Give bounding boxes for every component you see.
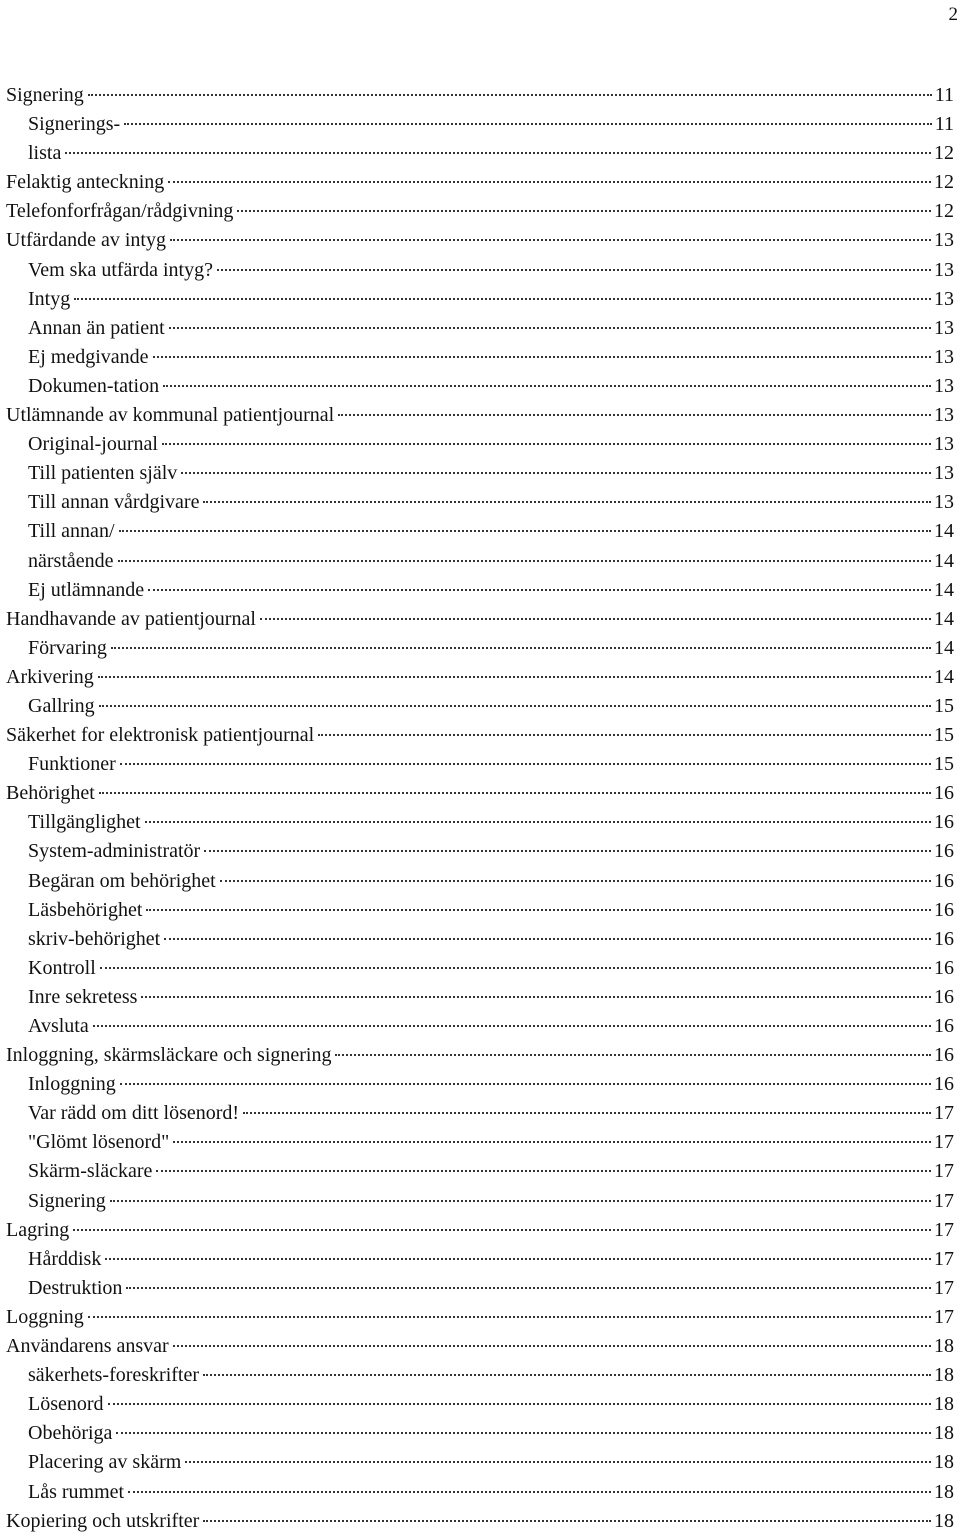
dot-leader — [173, 1141, 931, 1143]
toc-entry-label: Kontroll — [28, 956, 96, 979]
toc-entry-label: Skärm-släckare — [28, 1160, 153, 1183]
dot-leader — [110, 1200, 931, 1202]
toc-entry-page: 11 — [934, 113, 954, 136]
toc-entry[interactable] — [0, 547, 954, 576]
toc-entry-label: Obehöriga — [28, 1422, 113, 1445]
toc-entry[interactable] — [0, 1507, 954, 1536]
dot-leader — [118, 560, 931, 562]
toc-entry[interactable] — [0, 372, 954, 401]
toc-entry[interactable] — [0, 139, 954, 168]
toc-entry-page: 18 — [934, 1335, 954, 1358]
toc-entry[interactable] — [0, 488, 954, 517]
toc-entry[interactable] — [0, 605, 954, 634]
toc-entry[interactable] — [0, 896, 954, 925]
dot-leader — [120, 763, 931, 765]
dot-leader — [203, 1520, 931, 1522]
toc-entry-label: Tillgänglighet — [28, 811, 141, 834]
toc-entry-page: 13 — [934, 433, 954, 456]
dot-leader — [148, 589, 931, 591]
toc-entry[interactable] — [0, 1419, 954, 1448]
dot-leader — [156, 1170, 931, 1172]
toc-entry-page: 16 — [934, 1044, 954, 1067]
toc-entry[interactable] — [0, 256, 954, 285]
toc-entry[interactable] — [0, 954, 954, 983]
toc-entry-label: Avsluta — [28, 1015, 89, 1037]
toc-entry-page: 14 — [934, 636, 954, 659]
dot-leader — [108, 1403, 931, 1405]
toc-entry-page: 12 — [934, 142, 954, 165]
toc-entry-page: 18 — [934, 1480, 954, 1503]
toc-entry[interactable] — [0, 1157, 954, 1186]
toc-entry-label: Intyg — [28, 287, 71, 310]
dot-leader — [111, 647, 931, 649]
toc-entry-page: 13 — [934, 404, 954, 427]
dot-leader — [164, 938, 931, 940]
toc-entry-page: 13 — [934, 462, 954, 485]
toc-entry-label: Begäran om behörighet — [28, 869, 216, 892]
toc-entry-label: Original-journal — [28, 433, 158, 456]
toc-entry-page: 12 — [934, 171, 954, 194]
toc-entry-page: 13 — [934, 258, 954, 281]
toc-entry[interactable] — [0, 459, 954, 488]
toc-entry[interactable] — [0, 779, 954, 808]
toc-entry-page: 14 — [934, 520, 954, 543]
toc-entry-label: Inloggning, skärmsläckare och signering — [6, 1044, 332, 1067]
toc-entry-page: 17 — [934, 1160, 954, 1183]
toc-entry-page: 17 — [934, 1218, 954, 1241]
dot-leader — [173, 1345, 931, 1347]
toc-entry-label: Läsbehörighet — [28, 898, 143, 921]
toc-entry-page: 18 — [934, 1451, 954, 1474]
toc-entry[interactable] — [0, 1012, 954, 1041]
toc-entry-label: Var rädd om ditt lösenord! — [28, 1102, 240, 1125]
toc-entry-page: 13 — [934, 374, 954, 397]
toc-entry-page: 16 — [934, 1073, 954, 1096]
toc-entry[interactable] — [0, 867, 954, 896]
toc-entry[interactable] — [0, 837, 954, 866]
toc-entry-label: Lösenord — [28, 1393, 104, 1416]
toc-entry[interactable] — [0, 314, 954, 343]
toc-entry-page: 18 — [934, 1422, 954, 1445]
dot-leader — [170, 239, 931, 241]
toc-entry-page: 13 — [934, 345, 954, 368]
toc-entry-label: Inre sekretess — [28, 985, 138, 1008]
dot-leader — [169, 327, 931, 329]
toc-entry-label: Ej utlämnande — [28, 578, 145, 601]
toc-entry-label: Användarens ansvar — [6, 1335, 169, 1358]
toc-entry[interactable] — [0, 81, 954, 110]
dot-leader — [163, 385, 931, 387]
page-number: 2 — [948, 4, 958, 25]
toc-entry-label: Funktioner — [28, 753, 116, 776]
toc-entry-label: Arkivering — [6, 665, 94, 688]
dot-leader — [203, 501, 931, 503]
toc-entry-label: Förvaring — [28, 636, 107, 659]
toc-entry-page: 17 — [934, 1102, 954, 1125]
dot-leader — [318, 734, 931, 736]
toc-entry-label: Kopiering och utskrifter — [6, 1509, 200, 1532]
toc-entry[interactable] — [0, 1478, 954, 1507]
toc-entry-page: 16 — [934, 1015, 954, 1037]
toc-entry-page: 16 — [934, 956, 954, 979]
toc-entry-page: 14 — [934, 607, 954, 630]
toc-entry-page: 12 — [934, 200, 954, 223]
toc-entry-page: 13 — [934, 287, 954, 310]
toc-entry[interactable] — [0, 1390, 954, 1419]
toc-entry-page: 15 — [934, 753, 954, 776]
toc-entry[interactable] — [0, 1041, 954, 1070]
toc-entry-label: Vem ska utfärda intyg? — [28, 258, 213, 281]
toc-entry[interactable] — [0, 1274, 954, 1303]
toc-entry[interactable] — [0, 430, 954, 459]
toc-entry-label: Dokumen-tation — [28, 374, 160, 397]
toc-entry-page: 17 — [934, 1276, 954, 1299]
toc-entry-page: 17 — [934, 1305, 954, 1328]
toc-entry-label: Ej medgivande — [28, 345, 149, 368]
dot-leader — [146, 909, 931, 911]
dot-leader — [119, 530, 932, 532]
dot-leader — [98, 676, 931, 678]
toc-entry[interactable] — [0, 1245, 954, 1274]
dot-leader — [73, 1229, 931, 1231]
toc-entry-label: Hårddisk — [28, 1247, 102, 1270]
dot-leader — [105, 1258, 931, 1260]
toc-entry[interactable] — [0, 721, 954, 750]
toc-entry-page: 13 — [934, 229, 954, 252]
toc-entry-label: Till annan vårdgivare — [28, 491, 200, 514]
toc-entry-label: Signering — [6, 84, 84, 106]
toc-entry-label: Telefonforfrågan/rådgivning — [6, 200, 234, 223]
toc-entry-label: Behörighet — [6, 782, 95, 805]
toc-entry[interactable] — [0, 983, 954, 1012]
toc-entry[interactable] — [0, 808, 954, 837]
toc-entry[interactable] — [0, 1128, 954, 1157]
dot-leader — [204, 850, 931, 852]
toc-entry-label: Inloggning — [28, 1073, 116, 1096]
toc-entry-page: 13 — [934, 316, 954, 339]
toc-entry-page: 16 — [934, 811, 954, 834]
dot-leader — [243, 1112, 931, 1114]
toc-entry-label: Signerings- — [28, 113, 121, 136]
dot-leader — [338, 414, 931, 416]
toc-entry-page: 17 — [934, 1189, 954, 1212]
toc-entry[interactable] — [0, 343, 954, 372]
table-of-contents — [0, 81, 954, 1536]
dot-leader — [203, 1374, 931, 1376]
toc-entry-page: 18 — [934, 1393, 954, 1416]
toc-entry-label: närstående — [28, 549, 114, 572]
dot-leader — [335, 1054, 931, 1056]
toc-entry-page: 15 — [934, 724, 954, 747]
toc-entry-page: 16 — [934, 898, 954, 921]
toc-entry[interactable] — [0, 517, 954, 546]
toc-entry[interactable] — [0, 1216, 954, 1245]
toc-entry[interactable] — [0, 1448, 954, 1477]
toc-entry[interactable] — [0, 1099, 954, 1128]
toc-entry-label: "Glömt lösenord" — [28, 1131, 170, 1154]
dot-leader — [145, 821, 931, 823]
toc-entry-page: 18 — [934, 1364, 954, 1387]
dot-leader — [260, 618, 931, 620]
toc-entry[interactable] — [0, 285, 954, 314]
toc-entry[interactable] — [0, 1070, 954, 1099]
dot-leader — [162, 443, 931, 445]
toc-entry[interactable] — [0, 226, 954, 255]
dot-leader — [185, 1461, 931, 1463]
toc-entry[interactable] — [0, 750, 954, 779]
toc-entry-label: säkerhets-foreskrifter — [28, 1364, 200, 1387]
toc-entry-label: Utlämnande av kommunal patientjournal — [6, 404, 335, 427]
toc-entry[interactable] — [0, 692, 954, 721]
toc-entry-label: Gallring — [28, 694, 95, 717]
toc-entry-page: 17 — [934, 1131, 954, 1154]
toc-entry-page: 16 — [934, 840, 954, 863]
toc-entry-page: 16 — [934, 985, 954, 1008]
toc-entry-label: lista — [28, 142, 62, 165]
toc-entry-label: Placering av skärm — [28, 1451, 182, 1474]
toc-entry-label: Lagring — [6, 1218, 70, 1241]
toc-entry-label: Säkerhet for elektronisk patientjournal — [6, 724, 315, 747]
dot-leader — [153, 356, 931, 358]
toc-entry-page: 14 — [934, 665, 954, 688]
dot-leader — [120, 1083, 931, 1085]
toc-entry[interactable] — [0, 1187, 954, 1216]
dot-leader — [116, 1432, 931, 1434]
toc-entry-label: System-administratör — [28, 840, 201, 863]
dot-leader — [88, 94, 932, 96]
toc-entry[interactable] — [0, 1303, 954, 1332]
dot-leader — [128, 1491, 931, 1493]
toc-entry-label: Destruktion — [28, 1276, 123, 1299]
toc-entry[interactable] — [0, 168, 954, 197]
toc-entry[interactable] — [0, 634, 954, 663]
dot-leader — [74, 298, 931, 300]
toc-entry-label: Till annan/ — [28, 520, 115, 543]
dot-leader — [65, 152, 931, 154]
toc-entry[interactable] — [0, 663, 954, 692]
dot-leader — [124, 123, 932, 125]
toc-entry-page: 14 — [934, 549, 954, 572]
toc-entry-page: 17 — [934, 1247, 954, 1270]
dot-leader — [126, 1287, 931, 1289]
toc-entry-label: skriv-behörighet — [28, 927, 161, 950]
toc-entry-label: Handhavande av patientjournal — [6, 607, 256, 630]
toc-entry-label: Loggning — [6, 1305, 84, 1328]
toc-entry[interactable] — [0, 576, 954, 605]
toc-entry-label: Utfärdande av intyg — [6, 229, 166, 252]
dot-leader — [99, 792, 931, 794]
toc-entry-page: 16 — [934, 927, 954, 950]
dot-leader — [93, 1025, 931, 1027]
toc-entry-label: Signering — [28, 1189, 106, 1212]
dot-leader — [141, 996, 931, 998]
toc-entry-page: 18 — [934, 1509, 954, 1532]
toc-entry-page: 15 — [934, 694, 954, 717]
toc-entry-page: 13 — [934, 491, 954, 514]
toc-entry[interactable] — [0, 1332, 954, 1361]
dot-leader — [100, 967, 931, 969]
dot-leader — [237, 210, 931, 212]
toc-entry-page: 16 — [934, 782, 954, 805]
toc-entry[interactable] — [0, 1361, 954, 1390]
toc-entry[interactable] — [0, 110, 954, 139]
dot-leader — [181, 472, 931, 474]
toc-entry-page: 11 — [934, 84, 954, 106]
dot-leader — [88, 1316, 931, 1318]
toc-entry-page: 16 — [934, 869, 954, 892]
dot-leader — [220, 880, 931, 882]
toc-entry-label: Felaktig anteckning — [6, 171, 165, 194]
toc-entry[interactable] — [0, 197, 954, 226]
dot-leader — [168, 181, 931, 183]
toc-entry-page: 14 — [934, 578, 954, 601]
toc-entry[interactable] — [0, 925, 954, 954]
toc-entry-label: Lås rummet — [28, 1480, 125, 1503]
toc-entry[interactable] — [0, 401, 954, 430]
toc-entry-label: Annan än patient — [28, 316, 165, 339]
dot-leader — [99, 705, 931, 707]
dot-leader — [217, 269, 931, 271]
toc-entry-label: Till patienten själv — [28, 462, 178, 485]
